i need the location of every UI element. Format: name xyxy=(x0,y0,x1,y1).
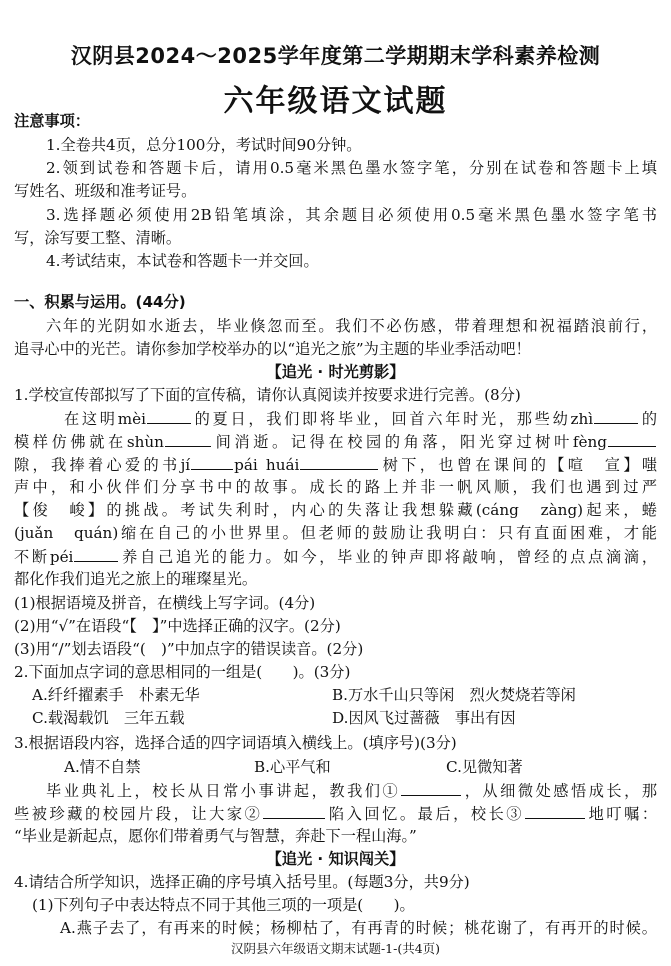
choice-d[interactable]: D.因风飞过蔷薇 事出有因 xyxy=(332,709,516,727)
option-b: B.心平气和 xyxy=(254,758,331,776)
answer-blank[interactable] xyxy=(191,454,233,470)
passage-line: 隙，我捧着心爱的书jí pái huái 树下，也曾在课间的【喧 宣】嗤 xyxy=(14,456,657,474)
answer-blank[interactable] xyxy=(401,780,461,796)
char-choice[interactable]: 俊 峻 xyxy=(32,501,88,519)
choice-row xyxy=(14,685,657,705)
notice-heading: 注意事项： xyxy=(14,112,90,130)
fill-line: “毕业是新起点，愿你们带着勇气与智慧，奔赴下一程山海。” xyxy=(14,827,417,845)
passage-line: 【俊 峻】的挑战。考试失利时，内心的失落让我想躲藏(cáng zàng)起来，蜷 xyxy=(14,501,657,519)
question-stem: 2.下面加点字词的意思相同的一组是( )。(3分) xyxy=(14,663,351,681)
question-stem: 3.根据语段内容，选择合适的四字词语填入横线上。(填序号)(3分) xyxy=(14,734,457,752)
notice-item: 3.选择题必须使用2B铅笔填涂，其余题目必须使用0.5毫米黑色墨水签字笔书 xyxy=(46,206,657,224)
sub-question: (2)用“√”在语段“【 】”中选择正确的汉字。(2分) xyxy=(14,617,341,635)
section-heading: 一、积累与运用。(44分) xyxy=(14,293,186,311)
choice-a[interactable]: A.燕子去了，有再来的时候；杨柳枯了，有再青的时候；桃花谢了，有再开的时候。 xyxy=(60,919,657,937)
passage-line: 声中，和小伙伴们分享书中的故事。成长的路上并非一帆风顺，我们也遇到过严 xyxy=(14,478,657,496)
notice-item: 1.全卷共4页，总分100分，考试时间90分钟。 xyxy=(46,136,362,154)
answer-blank[interactable] xyxy=(74,546,118,562)
answer-blank[interactable] xyxy=(300,454,378,470)
subject-title: 六年级语文试题 xyxy=(223,84,448,119)
page-footer: 汉阴县六年级语文期末试题-1-(共4页) xyxy=(230,941,441,956)
passage-line: 都化作我们追光之旅上的璀璨星光。 xyxy=(14,570,257,588)
answer-blank[interactable] xyxy=(147,408,191,424)
fill-line: 些被珍藏的校园片段，让大家② 陷入回忆。最后，校长③ 地叮嘱： xyxy=(14,805,657,823)
answer-blank[interactable] xyxy=(165,431,211,447)
sub-question: (1)下列句子中表达特点不同于其他三项的一项是( )。 xyxy=(32,896,415,914)
subsection-heading: 【追光 · 知识闯关】 xyxy=(266,850,405,868)
notice-item: 2.领到试卷和答题卡后，请用0.5毫米黑色墨水签字笔，分别在试卷和答题卡上填 xyxy=(46,159,657,177)
notice-item: 写姓名、班级和准考证号。 xyxy=(14,182,197,200)
choice-row xyxy=(14,708,657,728)
pinyin-choice[interactable]: juǎn quán xyxy=(19,524,113,542)
options-row xyxy=(14,757,657,777)
option-c: C.见微知著 xyxy=(446,758,523,776)
passage-line: 不断péi 养自己追光的能力。如今，毕业的钟声即将敲响，曾经的点点滴滴， xyxy=(14,548,657,566)
choice-a[interactable]: A.纤纤擢素手 朴素无华 xyxy=(32,686,200,704)
sub-question: (3)用“/”划去语段“( )”中加点字的错误读音。(2分) xyxy=(14,640,364,658)
answer-blank[interactable] xyxy=(608,431,656,447)
passage-line: 模样仿佛就在shùn 间消逝。记得在校园的角落，阳光穿过树叶fèng xyxy=(14,431,657,452)
notice-item: 写，涂写要工整、清晰。 xyxy=(14,229,182,247)
choice-c[interactable]: C.载渴载饥 三年五载 xyxy=(32,709,185,727)
notice-item: 4.考试结束，本试卷和答题卡一并交回。 xyxy=(46,252,319,270)
intro-text: 追寻心中的光芒。请你参加学校举办的以“追光之旅”为主题的毕业季活动吧！ xyxy=(14,340,531,358)
fill-line: 毕业典礼上，校长从日常小事讲起，教我们① ，从细微处感悟成长，那 xyxy=(46,782,657,800)
char-choice[interactable]: 喧 宣 xyxy=(567,456,624,474)
option-a: A.情不自禁 xyxy=(64,758,141,776)
choice-b[interactable]: B.万水千山只等闲 烈火焚烧若等闲 xyxy=(332,686,576,704)
passage-line: 在这明mèi 的夏日，我们即将毕业，回首六年时光，那些幼zhì 的 xyxy=(64,410,657,428)
answer-blank[interactable] xyxy=(525,803,585,819)
exam-title: 汉阴县2024～2025学年度第二学期期末学科素养检测 xyxy=(70,44,601,68)
question-stem: 4.请结合所学知识，选择正确的序号填入括号里。(每题3分，共9分) xyxy=(14,873,470,891)
answer-blank[interactable] xyxy=(594,408,638,424)
passage-line: (juǎn quán)缩在自己的小世界里。但老师的鼓励让我明白：只有直面困难，才能 xyxy=(14,524,657,542)
question-stem: 1.学校宣传部拟写了下面的宣传稿，请你认真阅读并按要求进行完善。(8分) xyxy=(14,386,521,404)
pinyin-choice[interactable]: cáng zàng xyxy=(481,501,578,519)
intro-text: 六年的光阴如水逝去，毕业倏忽而至。我们不必伤感，带着理想和祝福踏浪前行， xyxy=(46,317,657,335)
subsection-heading: 【追光 · 时光剪影】 xyxy=(266,363,405,381)
sub-question: (1)根据语境及拼音，在横线上写字词。(4分) xyxy=(14,594,316,612)
answer-blank[interactable] xyxy=(263,803,325,819)
